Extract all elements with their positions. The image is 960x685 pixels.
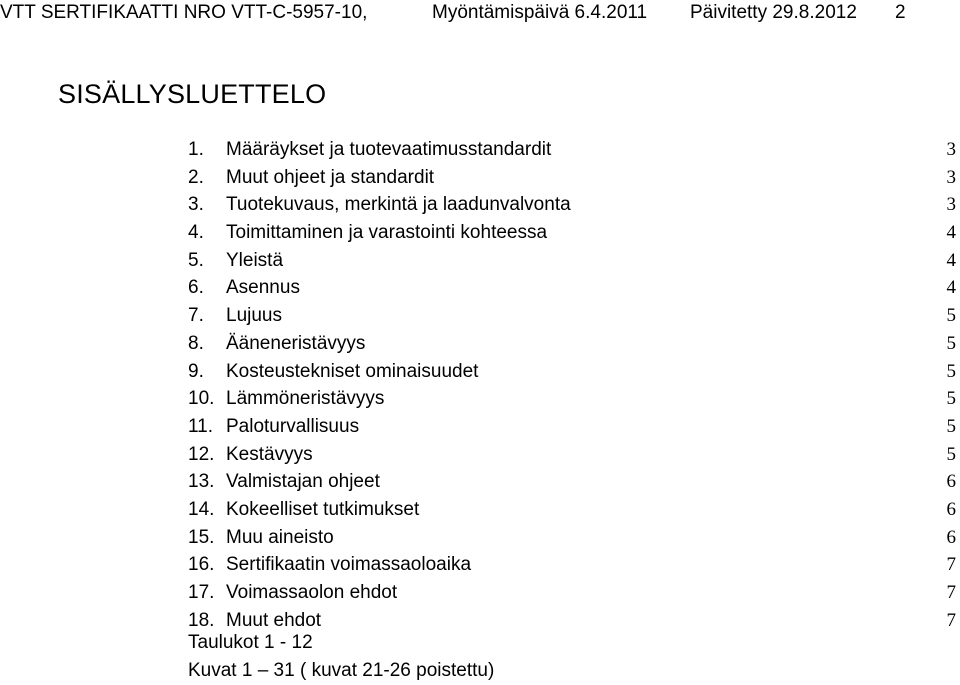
toc-entry-label: Kestävyys — [226, 443, 313, 465]
toc-entry-label: Yleistä — [226, 249, 284, 271]
toc-entry-page: 4 — [946, 249, 956, 271]
toc-entry-page: 3 — [946, 194, 956, 216]
toc-entry-page: 3 — [946, 139, 956, 160]
toc-entry-number: 18. — [188, 609, 215, 631]
page-title: SISÄLLYSLUETTELO — [58, 79, 327, 109]
toc-entry-number: 9. — [188, 360, 204, 382]
toc-entry-label: Määräykset ja tuotevaatimusstandardit — [226, 139, 552, 160]
updated-date: Päivitetty 29.8.2012 — [690, 2, 857, 23]
figures-reference: Kuvat 1 – 31 ( kuvat 21-26 poistettu) — [188, 660, 495, 681]
toc-entry — [188, 579, 960, 607]
toc-entry-label: Muut ohjeet ja standardit — [226, 166, 435, 188]
toc-entry-number: 11. — [188, 415, 214, 437]
toc-entry — [188, 385, 960, 413]
toc-entry-label: Muut ehdot — [226, 609, 322, 631]
toc-entry-page: 6 — [946, 526, 956, 548]
toc-entry-page: 3 — [946, 166, 956, 188]
toc-entry — [188, 164, 960, 192]
toc-entry-label: Lämmöneristävyys — [226, 388, 385, 410]
toc-entry — [188, 274, 960, 302]
toc-entry-label: Kokeelliset tutkimukset — [226, 498, 420, 520]
table-of-contents — [188, 136, 960, 634]
toc-entry — [188, 441, 960, 469]
toc-entry-number: 4. — [188, 222, 204, 244]
toc-entry — [188, 330, 960, 358]
toc-entry-page: 6 — [946, 471, 956, 493]
toc-entry-page: 4 — [946, 222, 956, 244]
tables-reference: Taulukot 1 - 12 — [188, 632, 313, 653]
toc-entry-page: 7 — [946, 582, 956, 603]
page-number: 2 — [895, 2, 906, 23]
toc-entry-page: 5 — [946, 360, 956, 382]
toc-entry-page: 5 — [946, 305, 956, 327]
toc-entry — [188, 358, 960, 386]
toc-entry-label: Valmistajan ohjeet — [226, 471, 380, 493]
toc-entry-number: 14. — [188, 498, 215, 520]
toc-entry-label: Kosteustekniset ominaisuudet — [226, 360, 479, 382]
toc-entry — [188, 302, 960, 330]
toc-entry-page: 4 — [946, 277, 956, 299]
toc-entry-label: Lujuus — [226, 305, 282, 327]
toc-entry — [188, 191, 960, 219]
certificate-number: VTT SERTIFIKAATTI NRO VTT-C-5957-10, — [0, 2, 368, 23]
toc-entry-page: 7 — [946, 609, 956, 631]
toc-entry-number: 13. — [188, 471, 215, 493]
toc-entry-label: Sertifikaatin voimassaoloaika — [226, 554, 472, 576]
toc-entry — [188, 136, 960, 164]
toc-entry-number: 12. — [188, 443, 215, 465]
toc-entry-page: 5 — [946, 388, 956, 410]
toc-entry — [188, 247, 960, 275]
toc-entry-number: 8. — [188, 332, 204, 354]
toc-entry-label: Paloturvallisuus — [226, 415, 360, 437]
toc-entry-number: 2. — [188, 166, 204, 188]
toc-entry-number: 5. — [188, 249, 204, 271]
granted-date: Myöntämispäivä 6.4.2011 — [432, 2, 648, 23]
toc-entry — [188, 551, 960, 579]
toc-entry-page: 5 — [946, 415, 956, 437]
toc-entry — [188, 468, 960, 496]
toc-entry-page: 5 — [946, 332, 956, 354]
toc-entry-number: 10. — [188, 388, 215, 410]
toc-entry-label: Toimittaminen ja varastointi kohteessa — [226, 222, 548, 244]
toc-entry-number: 6. — [188, 277, 204, 299]
toc-entry-label: Voimassaolon ehdot — [226, 582, 398, 603]
toc-entry-label: Muu aineisto — [226, 526, 334, 548]
toc-entry — [188, 496, 960, 524]
toc-entry-number: 3. — [188, 194, 204, 216]
toc-entry-number: 7. — [188, 305, 204, 327]
toc-entry-number: 15. — [188, 526, 215, 548]
toc-entry-label: Ääneneristävyys — [226, 332, 366, 354]
toc-entry — [188, 524, 960, 552]
toc-entry-number: 17. — [188, 582, 215, 603]
toc-entry-page: 5 — [946, 443, 956, 465]
toc-entry-label: Tuotekuvaus, merkintä ja laadunvalvonta — [226, 194, 571, 216]
toc-entry — [188, 219, 960, 247]
toc-entry-page: 6 — [946, 498, 956, 520]
toc-entry — [188, 413, 960, 441]
toc-entry-page: 7 — [946, 554, 956, 576]
toc-entry-label: Asennus — [226, 277, 300, 299]
toc-entry-number: 1. — [188, 139, 204, 160]
toc-entry-number: 16. — [188, 554, 215, 576]
